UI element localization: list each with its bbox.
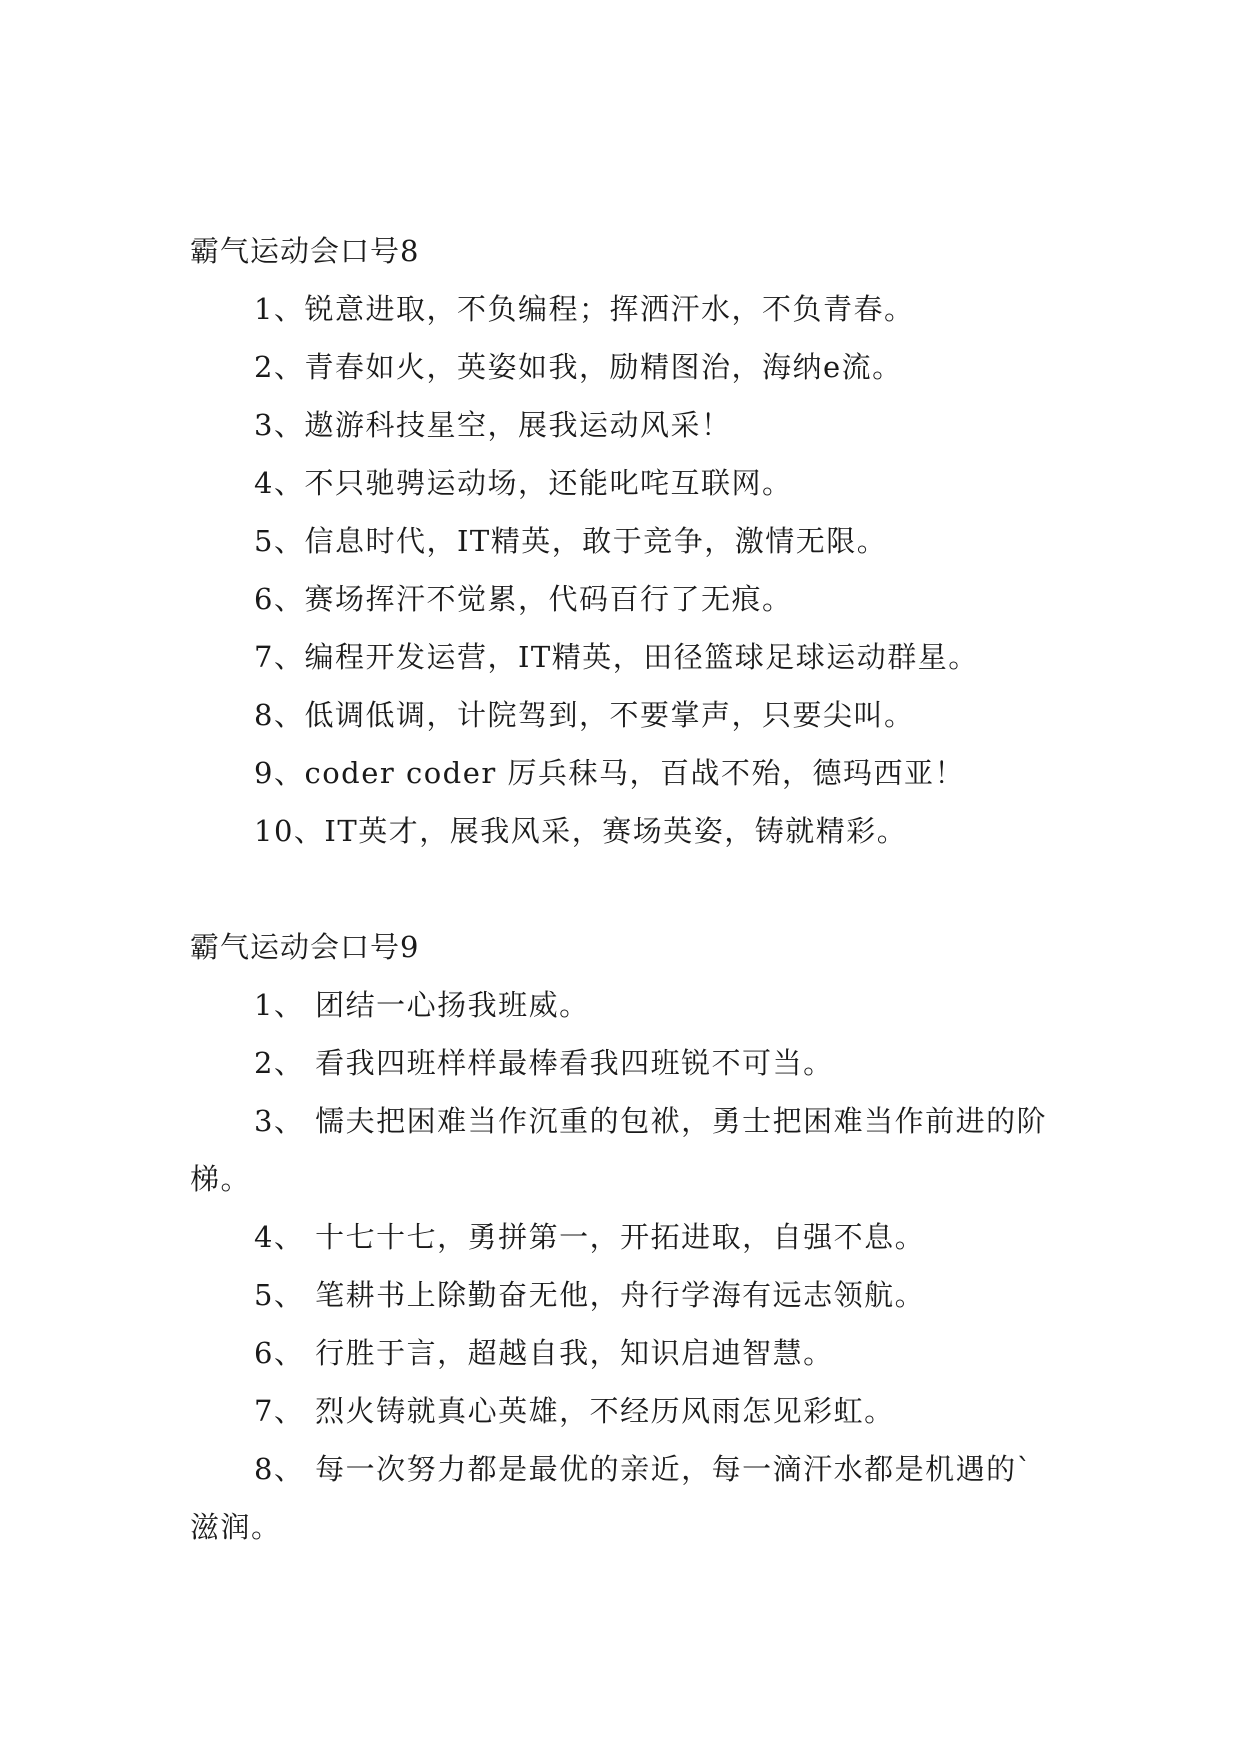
document-body <box>190 222 1050 1556</box>
slogan-section-8 <box>190 222 1050 860</box>
slogan-item: 9、coder coder 厉兵秣马，百战不殆，德玛西亚！ <box>254 756 965 790</box>
slogan-item: 7、编程开发运营，IT精英，田径篮球足球运动群星。 <box>254 640 979 674</box>
slogan-item: 3、遨游科技星空，展我运动风采！ <box>254 408 732 442</box>
slogan-item: 3、 懦夫把困难当作沉重的包袱，勇士把困难当作前进的阶梯。 <box>190 1104 1048 1196</box>
slogan-item: 10、IT英才，展我风采，赛场英姿，铸就精彩。 <box>254 814 908 848</box>
slogan-item: 6、 行胜于言，超越自我，知识启迪智慧。 <box>254 1336 834 1370</box>
section-title: 霸气运动会口号9 <box>190 930 420 964</box>
slogan-item: 8、 每一次努力都是最优的亲近，每一滴汗水都是机遇的`滋润。 <box>190 1452 1033 1544</box>
slogan-section-9 <box>190 918 1050 1556</box>
slogan-item: 8、低调低调，计院驾到，不要掌声，只要尖叫。 <box>254 698 915 732</box>
slogan-item: 4、不只驰骋运动场，还能叱咤互联网。 <box>254 466 793 500</box>
slogan-item: 5、 笔耕书上除勤奋无他，舟行学海有远志领航。 <box>254 1278 926 1312</box>
slogan-item: 5、信息时代，IT精英，敢于竞争，激情无限。 <box>254 524 888 558</box>
section-spacer <box>190 860 1050 918</box>
section-title: 霸气运动会口号8 <box>190 234 420 268</box>
slogan-item: 1、 团结一心扬我班威。 <box>254 988 590 1022</box>
slogan-item: 4、 十七十七，勇拼第一，开拓进取，自强不息。 <box>254 1220 926 1254</box>
slogan-item: 2、 看我四班样样最棒看我四班锐不可当。 <box>254 1046 834 1080</box>
slogan-item: 2、青春如火，英姿如我，励精图治，海纳e流。 <box>254 350 903 384</box>
slogan-item: 1、锐意进取，不负编程；挥洒汗水，不负青春。 <box>254 292 915 326</box>
slogan-item: 6、赛场挥汗不觉累，代码百行了无痕。 <box>254 582 793 616</box>
slogan-item: 7、 烈火铸就真心英雄，不经历风雨怎见彩虹。 <box>254 1394 895 1428</box>
